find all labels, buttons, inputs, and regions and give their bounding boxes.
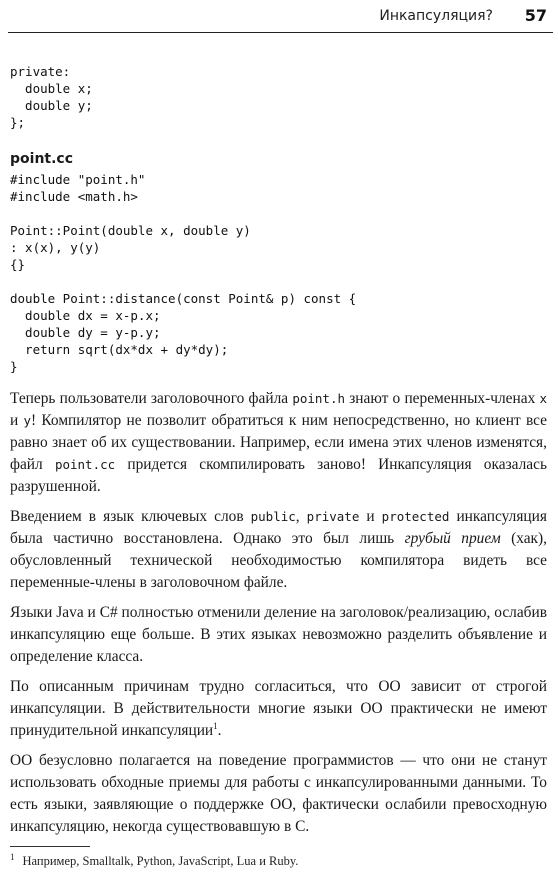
text-run: Теперь пользователи заголовочного файла <box>10 390 293 407</box>
text-run: и <box>10 412 24 429</box>
text-run: знают о переменных-членах <box>345 390 540 407</box>
text-run: (хак), обусловленный технической необходимостью компилятора видеть все переменные-члены в заголовочном файле. <box>10 530 547 591</box>
code-block-point-h-tail: private: double x; double y; }; <box>10 64 93 130</box>
text-run: и <box>359 508 382 525</box>
footnote <box>10 852 298 869</box>
code-block-point-cc: #include "point.h" #include <math.h> Point::Point(double x, double y) : x(x), y(y) {} double Point::distance(const Point& p) const { double dx = x-p.x; double dy = y-p.y; return sqrt(dx*dx + dy*dy); } <box>10 172 357 374</box>
text-run: придется скомпилировать заново! Инкапсуляция оказалась разрушенной. <box>10 456 547 495</box>
footnote-reference: 1 <box>213 720 218 731</box>
text-run: По описанным причинам трудно согласиться, что ОО зависит от строгой инкапсуляции. В действительности многие языки ОО практически не имеют принудительной инкапсуляции <box>10 678 547 739</box>
text-run: ! Компилятор не позволит обратиться к ним непосредственно, но клиент все равно знает об их существовании. Например, если имена этих членов изменятся, файл <box>10 412 547 473</box>
footnote-number: 1 <box>10 852 15 862</box>
paragraph-3: Языки Java и C# полностью отменили деление на заголовок/реализацию, ослабив инкапсуляцию еще больше. В этих языках невозможно разделить объявление и определение класса. <box>10 604 547 665</box>
inline-code: y <box>23 413 32 428</box>
page-header <box>8 0 553 33</box>
inline-code: private <box>306 509 360 524</box>
inline-code: point.cc <box>54 457 116 472</box>
page-number: 57 <box>524 6 547 25</box>
paragraph-5: ОО безусловно полагается на поведение программистов — что они не станут использовать обходные приемы для работы с инкапсулированными данными. То есть языки, заявляющие о поддержке ОО, фактически ослабили превосходную инкапсуляцию, некогда существовавшую в C. <box>10 752 547 835</box>
inline-code: x <box>539 391 547 406</box>
running-title: Инкапсуляция? <box>379 8 493 24</box>
emphasis: грубый прием <box>404 530 501 547</box>
footnote-text: Например, Smalltalk, Python, JavaScript, Lua и Ruby. <box>22 854 299 869</box>
inline-code: public <box>250 509 296 524</box>
text-run: Введением в язык ключевых слов <box>10 508 251 525</box>
footnote-divider <box>10 846 90 847</box>
paragraph-1 <box>10 388 547 498</box>
text-run: инкапсуляция была частично восстановлена. Однако это был лишь <box>10 508 547 547</box>
code-file-heading: point.cc <box>10 151 74 167</box>
text-run: . <box>217 722 222 739</box>
text-run: , <box>295 508 307 525</box>
inline-code: protected <box>381 509 450 524</box>
body-text <box>10 388 547 846</box>
paragraph-4 <box>10 676 547 742</box>
paragraph-2 <box>10 506 547 594</box>
inline-code: point.h <box>292 391 345 406</box>
